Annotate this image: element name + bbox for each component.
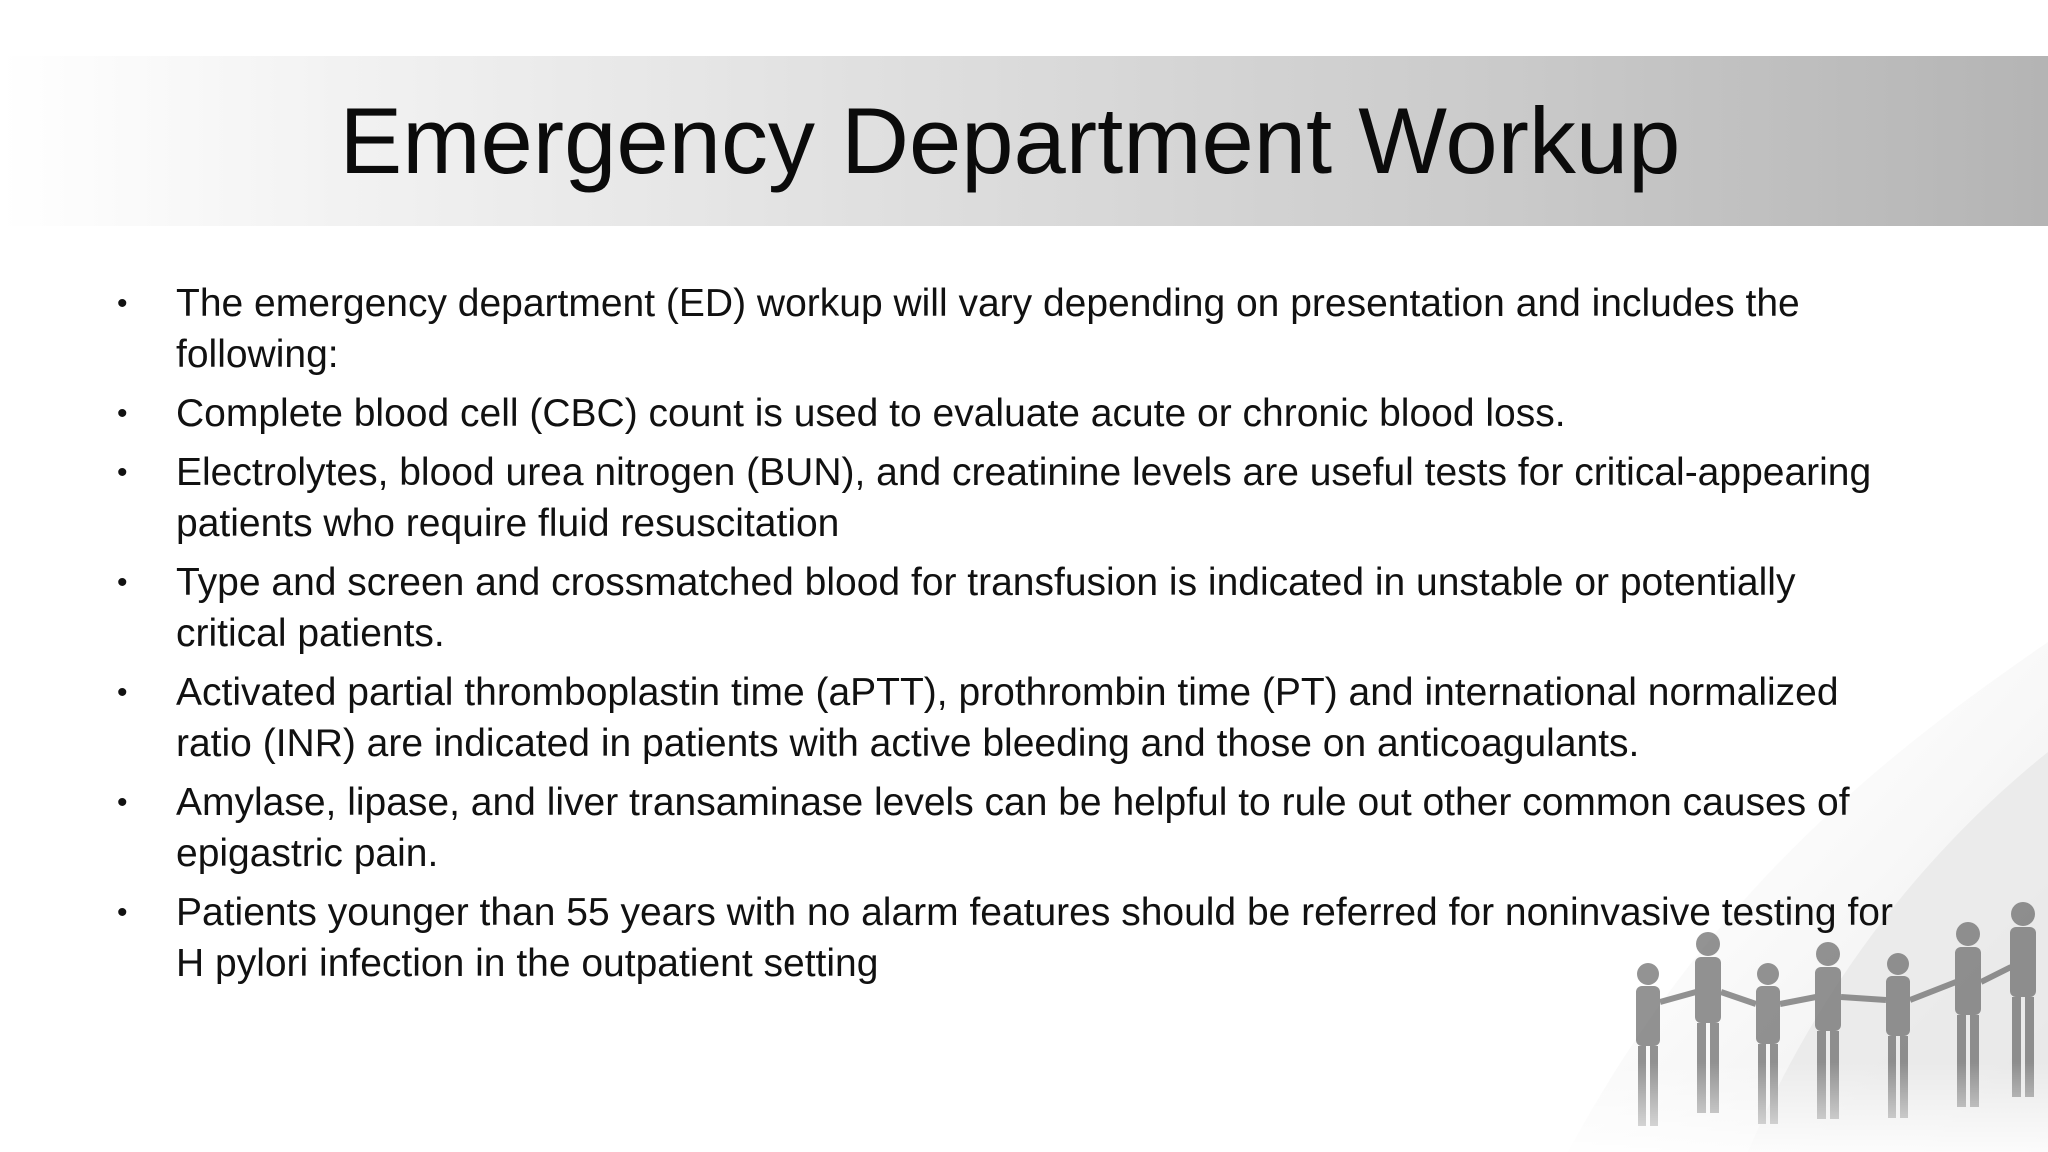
list-item — [110, 667, 1910, 769]
bullet-list — [110, 278, 1910, 997]
list-item-text: The emergency department (ED) workup will vary depending on presentation and includes the following: — [176, 282, 1800, 376]
bullet-icon: • — [117, 896, 128, 929]
bullet-icon: • — [117, 287, 128, 320]
bullet-icon: • — [117, 676, 128, 709]
list-item-text: Patients younger than 55 years with no alarm features should be referred for noninvasive testing for H pylori infection in the outpatient setting — [176, 891, 1893, 985]
bullet-icon: • — [117, 397, 128, 430]
bullet-icon: • — [117, 786, 128, 819]
list-item — [110, 557, 1910, 659]
list-item — [110, 777, 1910, 879]
list-item-text: Complete blood cell (CBC) count is used to evaluate acute or chronic blood loss. — [176, 392, 1566, 435]
list-item — [110, 447, 1910, 549]
list-item-text: Amylase, lipase, and liver transaminase levels can be helpful to rule out other common causes of epigastric pain. — [176, 781, 1850, 875]
list-item — [110, 887, 1910, 989]
bullet-icon: • — [117, 456, 128, 489]
list-item-text: Electrolytes, blood urea nitrogen (BUN), and creatinine levels are useful tests for critical-appearing patients who require fluid resuscitation — [176, 451, 1872, 545]
list-item-text: Type and screen and crossmatched blood for transfusion is indicated in unstable or potentially critical patients. — [176, 561, 1796, 655]
list-item-text: Activated partial thromboplastin time (aPTT), prothrombin time (PT) and international normalized ratio (INR) are indicated in patients with active bleeding and those on anticoagulants. — [176, 671, 1839, 765]
slide-title: Emergency Department Workup — [339, 88, 1681, 193]
list-item — [110, 278, 1910, 380]
bullet-icon: • — [117, 566, 128, 599]
list-item — [110, 388, 1910, 439]
